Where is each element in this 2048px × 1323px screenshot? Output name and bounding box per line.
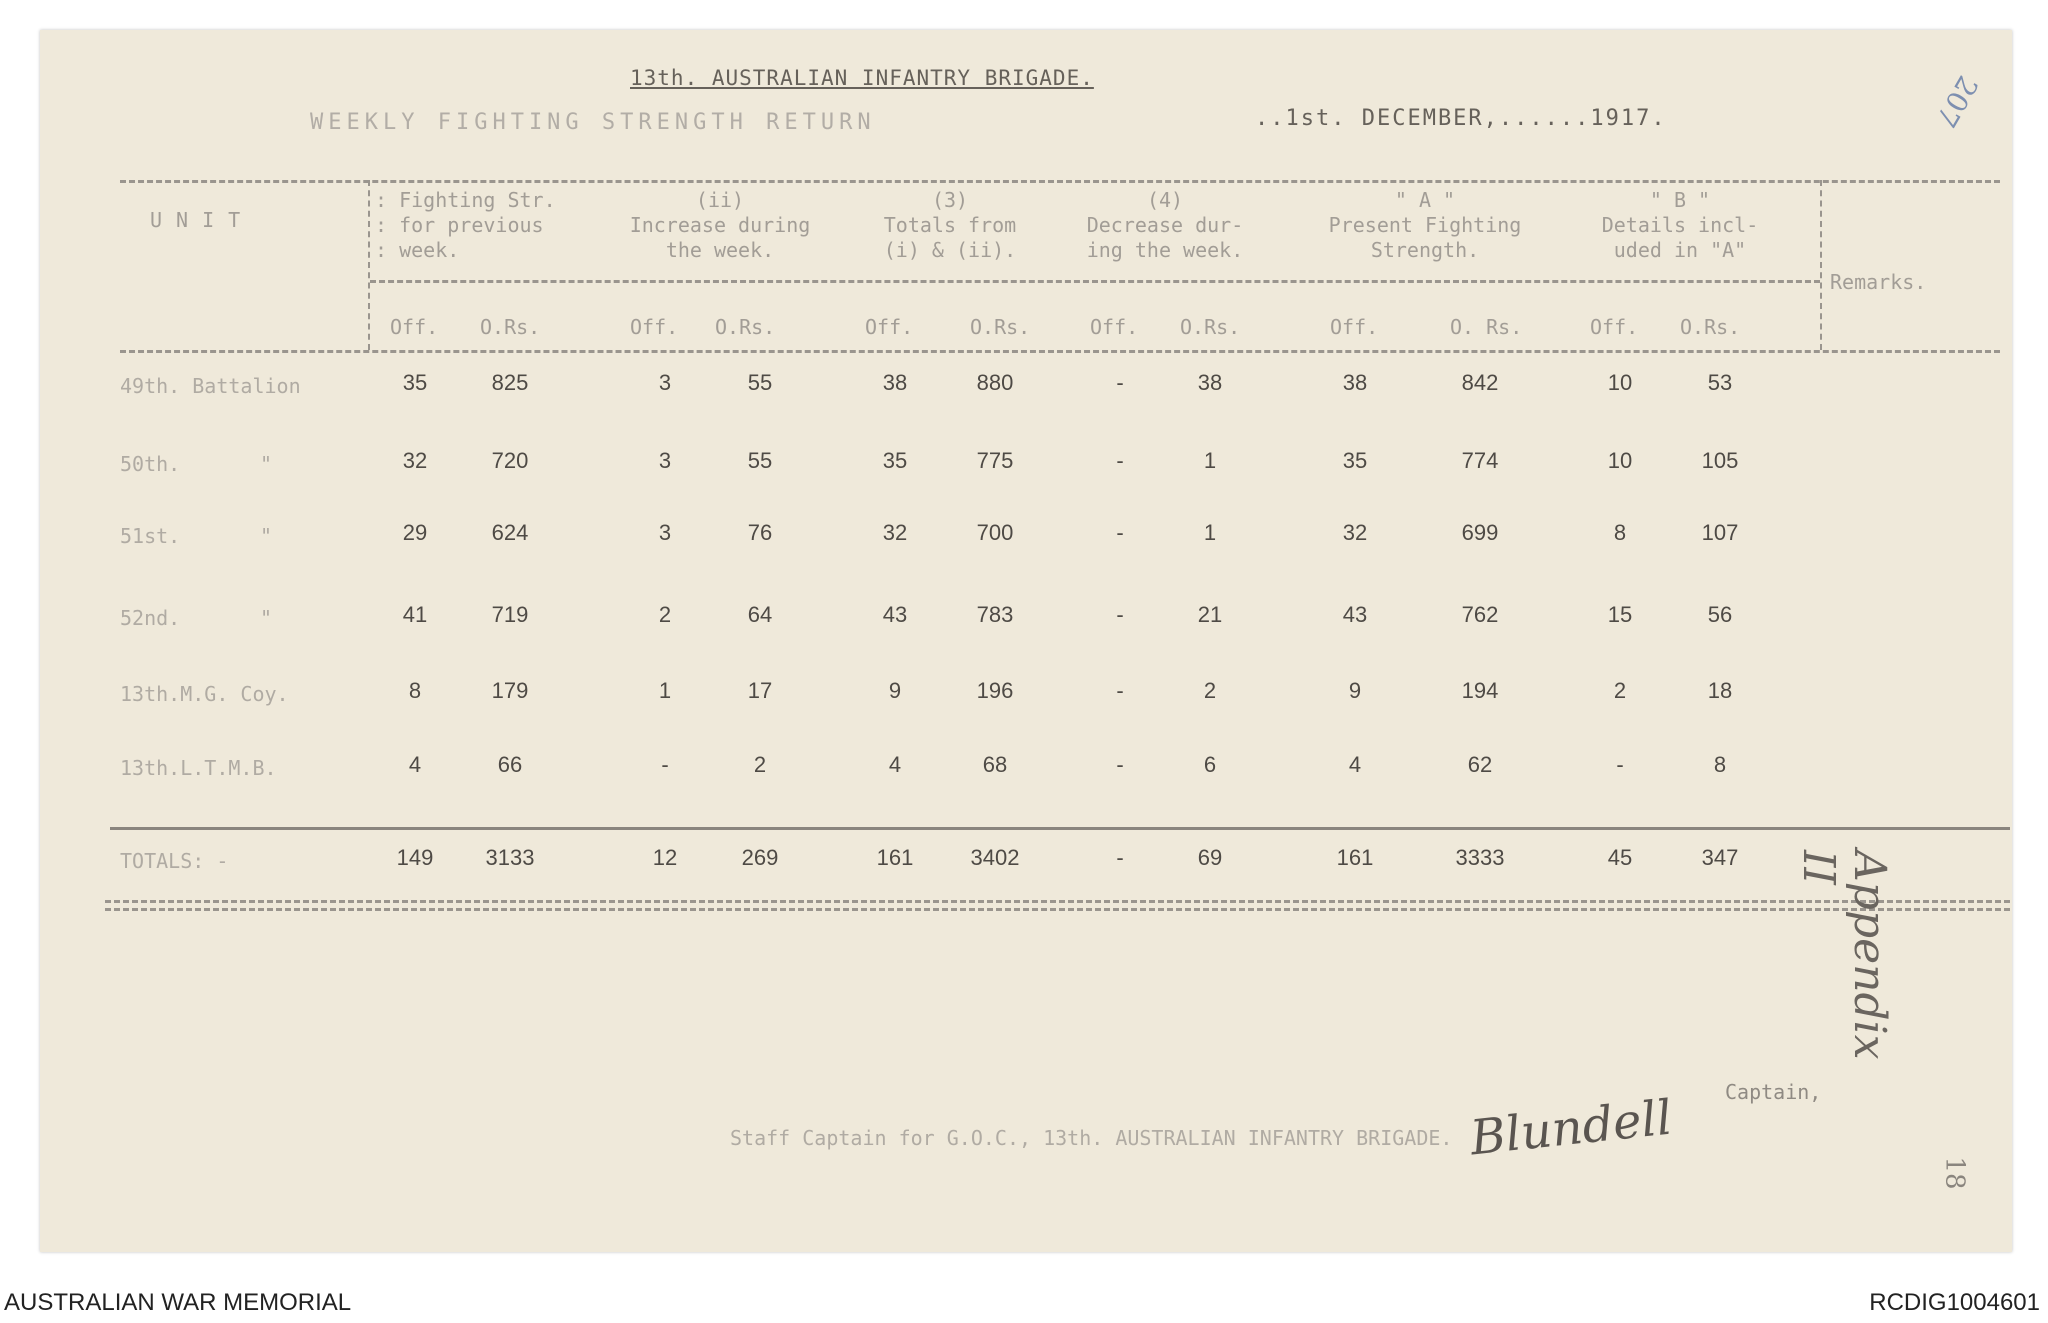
subheader: Off.: [630, 315, 679, 339]
col-header-details: " B " Details incl- uded in "A": [1601, 188, 1759, 262]
table-cell: 8: [408, 678, 422, 703]
subheader: Off.: [1090, 315, 1139, 339]
unit-divider: [368, 180, 370, 350]
row-unit-label: 50th.: [120, 452, 181, 476]
table-cell: 10: [1607, 370, 1633, 395]
table-cell: 719: [491, 602, 529, 627]
page-number: 207: [1929, 70, 1985, 133]
table-cell: 32: [882, 520, 908, 545]
document-subtitle: WEEKLY FIGHTING STRENGTH RETURN: [310, 110, 876, 135]
row-unit-label: 13th.L.T.M.B.: [120, 756, 277, 780]
table-cell: 38: [1342, 370, 1368, 395]
unit-header: UNIT: [150, 208, 255, 232]
row-unit-label: 13th.M.G. Coy.: [120, 682, 289, 706]
signature-rank: Captain,: [1725, 1080, 1822, 1104]
handwritten-signature: Blundell: [1467, 1089, 1675, 1167]
table-cell: 56: [1707, 602, 1733, 627]
table-cell: 32: [402, 448, 428, 473]
col-header-present: " A " Present Fighting Strength.: [1328, 188, 1522, 262]
table-cell: 194: [1461, 678, 1499, 703]
table-cell: 3: [658, 448, 672, 473]
table-cell: 9: [888, 678, 902, 703]
appendix-annotation: Appendix II: [1793, 850, 1895, 1060]
table-cell: 3: [658, 520, 672, 545]
table-cell: 880: [976, 370, 1014, 395]
table-cell: 35: [882, 448, 908, 473]
table-cell: 842: [1461, 370, 1499, 395]
table-cell: 64: [747, 602, 773, 627]
side-number: 18: [1939, 1156, 1970, 1190]
signature-line: Staff Captain for G.O.C., 13th. AUSTRALIAN INFANTRY BRIGADE.: [730, 1126, 1453, 1150]
table-cell: 9: [1348, 678, 1362, 703]
row-unit-label: 52nd.: [120, 606, 181, 630]
totals-cell: 347: [1701, 845, 1739, 870]
totals-cell: 3133: [485, 845, 535, 870]
totals-label: TOTALS: -: [120, 849, 229, 873]
table-cell: 8: [1713, 752, 1727, 777]
table-cell: 1: [1203, 448, 1217, 473]
table-cell: 38: [882, 370, 908, 395]
subheader: Off.: [865, 315, 914, 339]
subheader: O.Rs.: [970, 315, 1031, 339]
subheader: O.Rs.: [1180, 315, 1241, 339]
document-sheet: [40, 30, 2012, 1252]
totals-cell: 161: [1336, 845, 1374, 870]
table-cell: 700: [976, 520, 1014, 545]
col-header-previous: : Fighting Str. : for previous : week.: [375, 188, 556, 262]
table-cell: 15: [1607, 602, 1633, 627]
table-cell: 1: [1203, 520, 1217, 545]
subheader: O.Rs.: [480, 315, 541, 339]
subheader: Off.: [390, 315, 439, 339]
table-cell: 3: [658, 370, 672, 395]
table-cell: -: [1116, 448, 1124, 473]
table-cell: 2: [1203, 678, 1217, 703]
table-cell: 4: [1348, 752, 1362, 777]
totals-rule: [110, 827, 2010, 830]
bottom-rule-1: [105, 900, 2010, 903]
table-cell: -: [661, 752, 669, 777]
col-header-totals: (3) Totals from (i) & (ii).: [883, 188, 1017, 262]
table-cell: 1: [658, 678, 672, 703]
table-cell: 32: [1342, 520, 1368, 545]
table-cell: 55: [747, 448, 773, 473]
subheader: Off.: [1330, 315, 1379, 339]
table-cell: 107: [1701, 520, 1739, 545]
table-cell: 4: [888, 752, 902, 777]
table-cell: 66: [497, 752, 523, 777]
remarks-divider: [1820, 180, 1822, 350]
table-cell: 18: [1707, 678, 1733, 703]
table-cell: 76: [747, 520, 773, 545]
table-cell: 699: [1461, 520, 1499, 545]
table-cell: 55: [747, 370, 773, 395]
subheader: O. Rs.: [1450, 315, 1523, 339]
table-cell: 762: [1461, 602, 1499, 627]
ditto-mark: ": [260, 452, 273, 476]
ditto-mark: ": [260, 606, 273, 630]
bottom-rule-2: [105, 908, 2010, 911]
col-header-decrease: (4) Decrease dur- ing the week.: [1086, 188, 1244, 262]
subheader: O.Rs.: [1680, 315, 1741, 339]
table-cell: 8: [1613, 520, 1627, 545]
table-cell: 41: [402, 602, 428, 627]
return-date: ..1st. DECEMBER,......1917.: [1255, 106, 1667, 131]
table-cell: 43: [882, 602, 908, 627]
table-cell: 38: [1197, 370, 1223, 395]
totals-cell: 269: [741, 845, 779, 870]
table-cell: -: [1116, 678, 1124, 703]
table-cell: 2: [1613, 678, 1627, 703]
ditto-mark: ": [260, 524, 273, 548]
table-cell: 21: [1197, 602, 1223, 627]
table-cell: 775: [976, 448, 1014, 473]
table-cell: -: [1116, 370, 1124, 395]
document-title: 13th. AUSTRALIAN INFANTRY BRIGADE.: [630, 66, 1094, 90]
table-cell: 10: [1607, 448, 1633, 473]
table-cell: -: [1616, 752, 1624, 777]
table-cell: 783: [976, 602, 1014, 627]
subheader: Off.: [1590, 315, 1639, 339]
footer-id: RCDIG1004601: [1869, 1289, 2040, 1316]
table-cell: 68: [982, 752, 1008, 777]
table-cell: 2: [753, 752, 767, 777]
table-cell: 105: [1701, 448, 1739, 473]
table-cell: -: [1116, 602, 1124, 627]
table-cell: 624: [491, 520, 529, 545]
row-unit-label: 51st.: [120, 524, 181, 548]
table-cell: 4: [408, 752, 422, 777]
header-bottom-rule: [120, 350, 2000, 353]
header-top-rule: [120, 180, 2000, 183]
table-cell: 6: [1203, 752, 1217, 777]
table-cell: -: [1116, 520, 1124, 545]
totals-cell: 161: [876, 845, 914, 870]
table-cell: 35: [402, 370, 428, 395]
table-cell: 29: [402, 520, 428, 545]
table-cell: 17: [747, 678, 773, 703]
remarks-header: Remarks.: [1830, 270, 1927, 294]
totals-cell: -: [1116, 845, 1124, 870]
totals-cell: 149: [396, 845, 434, 870]
row-unit-label: 49th. Battalion: [120, 374, 301, 398]
totals-cell: 3333: [1455, 845, 1505, 870]
table-cell: 196: [976, 678, 1014, 703]
totals-cell: 69: [1197, 845, 1223, 870]
totals-cell: 3402: [970, 845, 1020, 870]
footer-source: AUSTRALIAN WAR MEMORIAL: [4, 1289, 352, 1316]
totals-cell: 12: [652, 845, 678, 870]
table-cell: 774: [1461, 448, 1499, 473]
col-header-increase: (ii) Increase during the week.: [629, 188, 811, 262]
table-cell: 825: [491, 370, 529, 395]
table-cell: 2: [658, 602, 672, 627]
table-cell: 53: [1707, 370, 1733, 395]
table-cell: -: [1116, 752, 1124, 777]
header-mid-rule: [370, 280, 1820, 283]
table-cell: 35: [1342, 448, 1368, 473]
table-cell: 720: [491, 448, 529, 473]
table-cell: 43: [1342, 602, 1368, 627]
table-cell: 179: [491, 678, 529, 703]
totals-cell: 45: [1607, 845, 1633, 870]
subheader: O.Rs.: [715, 315, 776, 339]
table-cell: 62: [1467, 752, 1493, 777]
